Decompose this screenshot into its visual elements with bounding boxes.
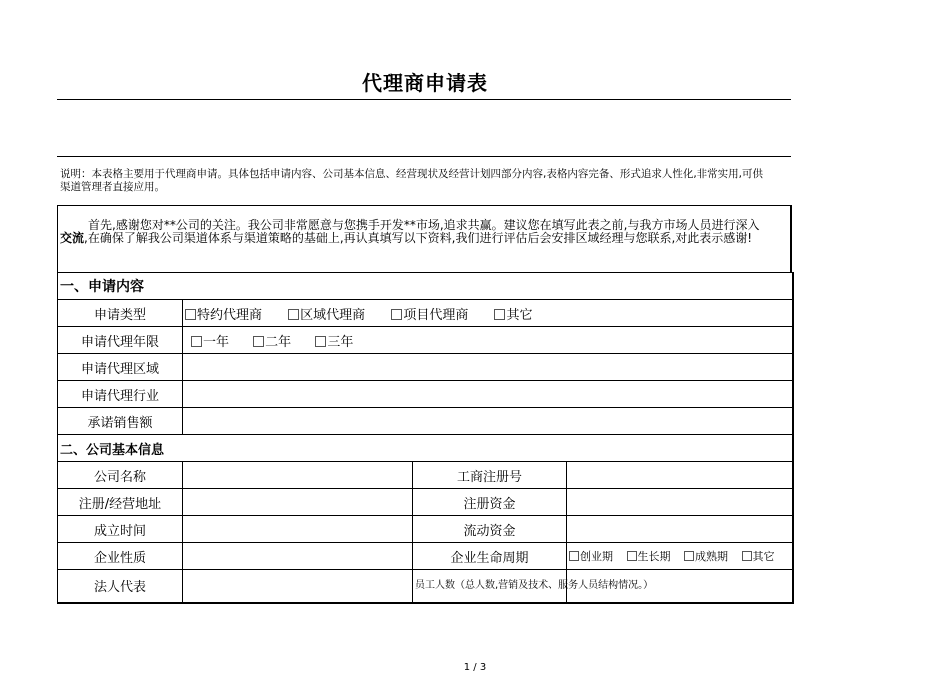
lifecycle-options [567,543,793,570]
intro-text [60,219,760,245]
founded-label: 成立时间 [58,516,183,543]
reg-capital-label: 注册资金 [413,489,567,516]
intro-box [57,205,792,272]
company-name-row [58,462,793,489]
checkbox[interactable] [391,309,402,320]
option-one-year[interactable]: 一年 [191,331,229,350]
apply-type-options [183,300,793,327]
option-regional-agent[interactable]: 区域代理商 [288,304,365,323]
checkbox[interactable] [569,551,579,561]
legal-rep-field[interactable] [183,570,413,603]
section-rule [57,156,791,157]
committed-sales-row [58,408,793,435]
checkbox[interactable] [315,336,326,347]
option-other[interactable]: 其它 [494,304,532,323]
option-special-agent[interactable]: 特约代理商 [185,304,262,323]
checkbox[interactable] [627,551,637,561]
option-three-years[interactable]: 三年 [315,331,353,350]
company-name-field[interactable] [183,462,413,489]
section2-header-row [58,435,793,462]
founded-field[interactable] [183,516,413,543]
page-number: 1 / 3 [463,662,487,673]
agency-industry-row [58,381,793,408]
option-startup[interactable]: 创业期 [569,548,613,564]
agency-industry-field[interactable] [183,381,793,408]
intro-part2: ,在确保了解我公司渠道体系与渠道策略的基础上,再认真填写以下资料,我们进行评估后会安排区域经理与您联系,对此表示感谢! [84,231,753,245]
checkbox[interactable] [191,336,202,347]
apply-type-row [58,300,793,327]
option-growth[interactable]: 生长期 [627,548,671,564]
agency-region-label: 申请代理区域 [58,354,183,381]
agency-years-row [58,327,793,354]
agency-region-field[interactable] [183,354,793,381]
option-project-agent[interactable]: 项目代理商 [391,304,468,323]
application-form-table [57,272,794,604]
company-name-label: 公司名称 [58,462,183,489]
checkbox[interactable] [288,309,299,320]
agency-years-options [183,327,793,354]
lifecycle-label: 企业生命周期 [413,543,567,570]
agency-region-row [58,354,793,381]
section1-heading: 一、申请内容 [58,273,793,300]
intro-bold: 交流 [60,231,85,245]
agency-years-label: 申请代理年限 [58,327,183,354]
option-lifecycle-other[interactable]: 其它 [742,548,775,564]
option-two-years[interactable]: 二年 [253,331,291,350]
address-label: 注册/经营地址 [58,489,183,516]
checkbox[interactable] [742,551,752,561]
checkbox[interactable] [494,309,505,320]
address-field[interactable] [183,489,413,516]
committed-sales-field[interactable] [183,408,793,435]
reg-no-label: 工商注册号 [413,462,567,489]
legal-rep-row [58,570,793,603]
committed-sales-label: 承诺销售额 [58,408,183,435]
staff-count-note: 员工人数（总人数,营销及技术、服务人员结构情况。） [413,570,567,603]
legal-rep-label: 法人代表 [58,570,183,603]
checkbox[interactable] [253,336,264,347]
page-title: 代理商申请表 [362,71,488,95]
checkbox[interactable] [185,309,196,320]
form-description: 说明：本表格主要用于代理商申请。具体包括申请内容、公司基本信息、经营现状及经营计划四部分内容,表格内容完备、形式追求人性化,非常实用,可供渠道管理者直接应用。 [60,168,764,193]
nature-label: 企业性质 [58,543,183,570]
intro-part1: 首先,感谢您对**公司的关注。我公司非常愿意与您携手开发**市场,追求共赢。建议您在填写此表之前,与我方市场人员进行深入 [88,218,760,232]
agency-industry-label: 申请代理行业 [58,381,183,408]
reg-capital-field[interactable] [567,489,793,516]
checkbox[interactable] [684,551,694,561]
reg-no-field[interactable] [567,462,793,489]
option-mature[interactable]: 成熟期 [684,548,728,564]
working-capital-label: 流动资金 [413,516,567,543]
working-capital-field[interactable] [567,516,793,543]
title-rule [57,99,791,100]
apply-type-label: 申请类型 [58,300,183,327]
nature-row [58,543,793,570]
founded-row [58,516,793,543]
address-row [58,489,793,516]
nature-field[interactable] [183,543,413,570]
section1-header-row [58,273,793,300]
section2-heading: 二、公司基本信息 [58,435,793,462]
